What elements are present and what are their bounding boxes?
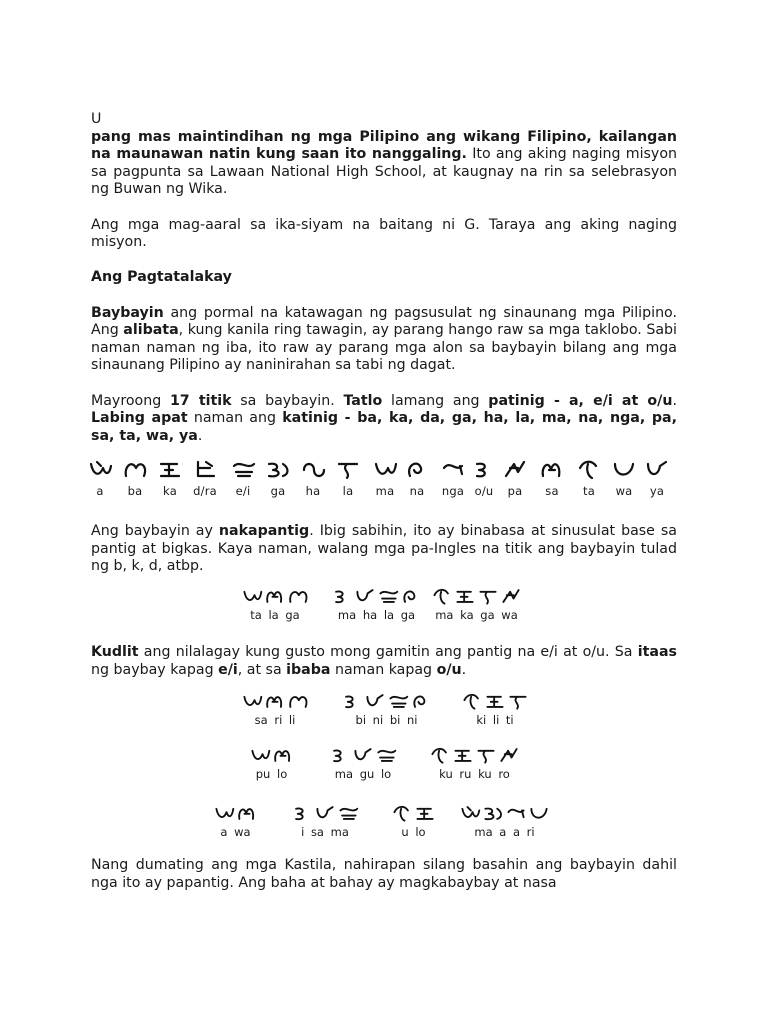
intro-paragraph (91, 129, 677, 199)
example4-word-0: a wa (213, 803, 258, 842)
closing-paragraph: Nang dumating ang mga Kastila, nahirapan silang basahin ang baybayin dahil nga ito ay papantig. Ang baha at bahay ay magkabaybay at nasa (91, 857, 677, 891)
example3-word-2: ku ru ku ro (429, 745, 520, 784)
example3-word-1: ma gu lo (329, 745, 397, 784)
alphabet-letter-5 (258, 457, 298, 501)
alphabet-letter-13 (532, 457, 572, 501)
stray-letter: U (91, 111, 102, 127)
alphabet-letter-label: sa (545, 484, 559, 499)
example2-word-0: sa ri li (241, 691, 309, 730)
example2-word-2: ki li ti (461, 691, 529, 730)
example4-word-2: u lo (391, 803, 436, 842)
example3-word-0: pu lo (249, 745, 294, 784)
alphabet-letter-1 (115, 457, 155, 501)
section-heading: Ang Pagtatalakay (91, 269, 232, 286)
example4-word-1: i sa ma (291, 803, 359, 842)
example1-word-0: ta la ga (241, 586, 309, 625)
alphabet-letter-label: ta (583, 484, 595, 499)
alphabet-letter-14 (569, 457, 609, 501)
alphabet-letter-label: e/i (235, 484, 251, 499)
alphabet-letter-label: la (342, 484, 354, 499)
document-body (91, 111, 677, 892)
example1-word-2: ma ka ga wa (431, 586, 522, 625)
intro-bold: pang mas maintindihan ng mga Pilipino ang wikang Filipino, kailangan na maunawan natin kung saan ito nanggaling. (91, 128, 677, 163)
example4-word-3: ma a a ri (459, 803, 550, 842)
alphabet-letter-label: ma (375, 484, 395, 499)
alphabet-letter-label: ha (305, 484, 321, 499)
alphabet-letter-9 (397, 457, 437, 501)
alphabet-letter-4 (223, 457, 263, 501)
intro-rest: Ito ang aking naging misyon sa pagpunta sa Lawaan National High School, at kaugnay na rin sa selebrasyon ng Buwan ng Wika. (91, 146, 677, 198)
alphabet-letter-label: wa (615, 484, 633, 499)
example1-word-1: ma ha la ga (331, 586, 422, 625)
alphabet-letter-label: ba (127, 484, 143, 499)
example-row-2 (91, 691, 677, 743)
titik-paragraph: Mayroong 17 titik sa baybayin. Tatlo lamang ang patinig - a, e/i at o/u. Labing apat naman ang katinig - ba, ka, da, ga, ha, la, ma, na, nga, pa, sa, ta, wa, ya. (91, 392, 677, 444)
alphabet-letter-label: ka (163, 484, 177, 499)
alphabet-letter-3 (185, 457, 225, 501)
alphabet-letter-label: a (96, 484, 104, 499)
alphabet-letter-0 (80, 457, 120, 501)
alphabet-letter-label: d/ra (193, 484, 217, 499)
example2-word-1: bi ni bi ni (341, 691, 432, 730)
alphabet-letter-label: o/u (474, 484, 494, 499)
alphabet-letter-16 (637, 457, 677, 501)
example-row-1 (91, 586, 677, 636)
alphabet-letter-label: nga (441, 484, 465, 499)
alphabet-letter-label: pa (507, 484, 523, 499)
alphabet-letter-label: ya (649, 484, 665, 499)
alphabet-letter-6 (293, 457, 333, 501)
mission-paragraph: Ang mga mag-aaral sa ika-siyam na baitang ni G. Taraya ang aking naging misyon. (91, 216, 677, 251)
alphabet-letter-7 (328, 457, 368, 501)
alphabet-letter-12 (495, 457, 535, 501)
kudlit-paragraph: Kudlit ang nilalagay kung gusto mong gamitin ang pantig na e/i at o/u. Sa itaas ng baybay kapag e/i, at sa ibaba naman kapag o/u. (91, 644, 677, 678)
alphabet-letter-label: ga (270, 484, 286, 499)
example-row-4 (91, 803, 677, 853)
alphabet-letter-label: na (409, 484, 425, 499)
alphabet-letter-2 (150, 457, 190, 501)
example-row-3 (91, 745, 677, 799)
pantig-paragraph: Ang baybayin ay nakapantig. Ibig sabihin, ito ay binabasa at sinusulat base sa pantig at bigkas. Kaya naman, walang mga pa-Ingles na titik ang baybayin tulad ng b, k, d, atbp. (91, 523, 677, 575)
baybayin-paragraph: Baybayin ang pormal na katawagan ng pagsusulat ng sinaunang mga Pilipino. Ang alibata, kung kanila ring tawagin, ay parang hango raw sa mga taklobo. Sabi naman naman ng iba, ito raw ay parang mga alon sa baybayin bilang ang mga sinaunang Pilipino ay naninirahan sa tabi ng dagat. (91, 304, 677, 374)
baybayin-alphabet-chart (91, 457, 677, 519)
